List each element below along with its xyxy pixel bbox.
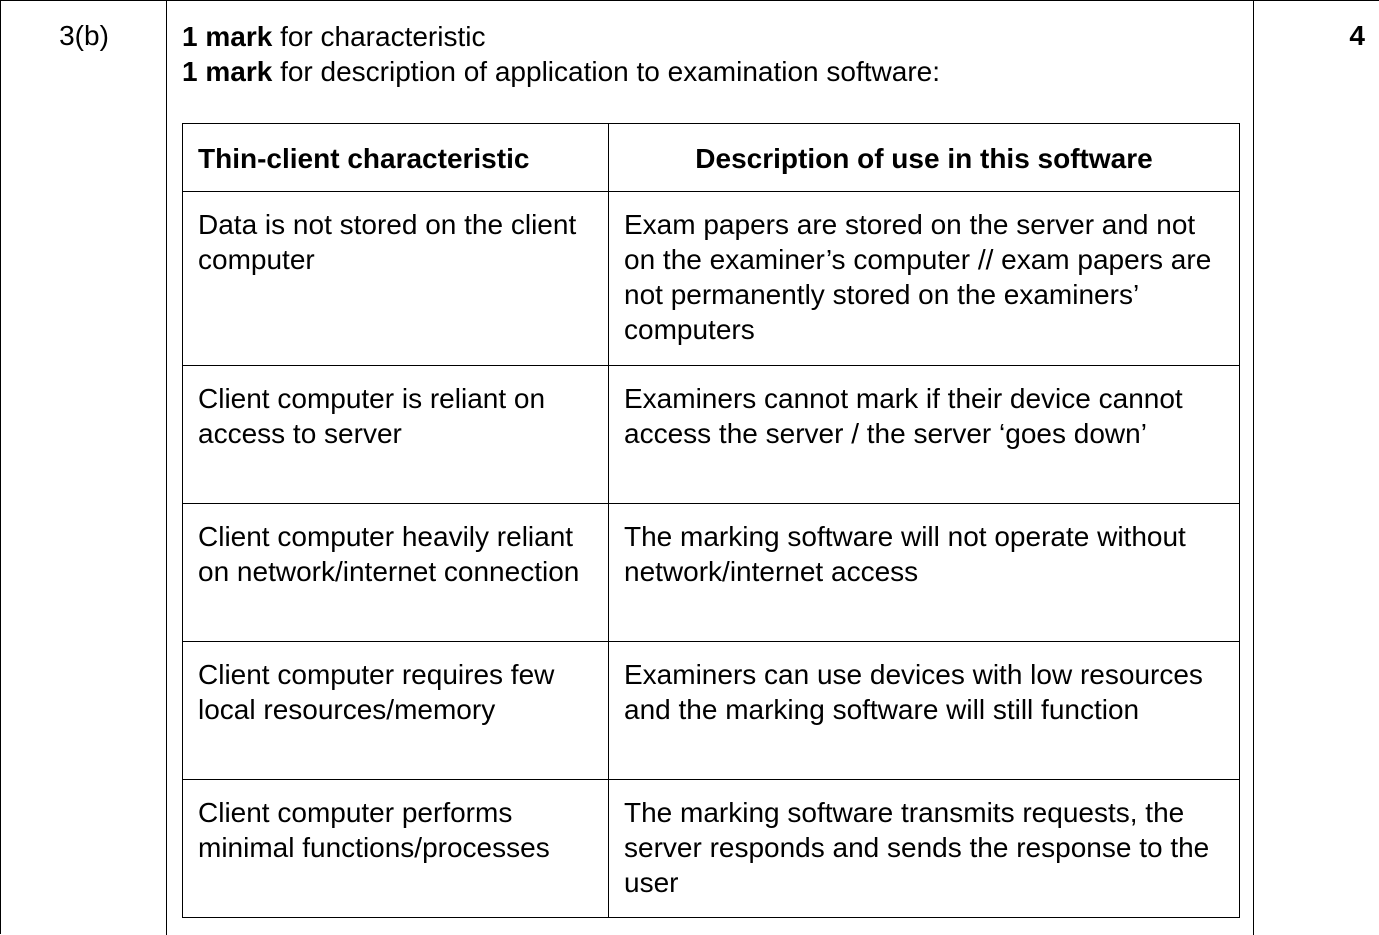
table-row: [183, 642, 1240, 780]
table-row: [183, 780, 1240, 918]
table-row: [183, 504, 1240, 642]
characteristic-cell: Client computer heavily reliant on network/internet connection: [183, 504, 609, 642]
guidance-text: for characteristic: [272, 21, 486, 52]
table-row: [183, 366, 1240, 504]
answer-table: [182, 123, 1240, 918]
description-cell: Examiners cannot mark if their device cannot access the server / the server ‘goes down’: [609, 366, 1240, 504]
guidance-mark-label: 1 mark: [182, 21, 273, 52]
header-description: Description of use in this software: [609, 124, 1240, 192]
guidance-text: for description of application to examination software:: [272, 56, 940, 87]
header-characteristic: Thin-client characteristic: [183, 124, 609, 192]
table-header-row: [183, 124, 1240, 192]
characteristic-cell: Client computer is reliant on access to server: [183, 366, 609, 504]
column-divider-left: [166, 1, 167, 935]
characteristic-cell: Data is not stored on the client computer: [183, 192, 609, 366]
description-cell: The marking software will not operate without network/internet access: [609, 504, 1240, 642]
question-number: 3(b): [59, 20, 109, 51]
description-cell: The marking software transmits requests, the server responds and sends the response to the user: [609, 780, 1240, 918]
description-cell: Exam papers are stored on the server and not on the examiner’s computer // exam papers are not permanently stored on the examiners’ computers: [609, 192, 1240, 366]
guidance-mark-label: 1 mark: [182, 56, 273, 87]
guidance-line-characteristic: [182, 19, 940, 54]
column-divider-right: [1253, 1, 1254, 935]
marking-guidance: [182, 19, 940, 89]
characteristic-cell: Client computer requires few local resources/memory: [183, 642, 609, 780]
description-cell: Examiners can use devices with low resources and the marking software will still function: [609, 642, 1240, 780]
guidance-line-description: [182, 54, 940, 89]
characteristic-cell: Client computer performs minimal functions/processes: [183, 780, 609, 918]
marks-available: 4: [1349, 20, 1365, 51]
table-row: [183, 192, 1240, 366]
